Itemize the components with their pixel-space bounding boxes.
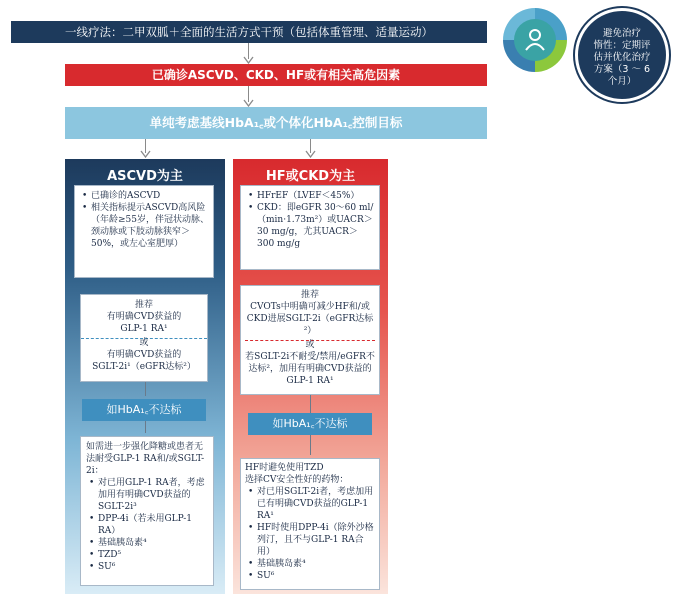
arrow-down-icon [140,150,151,158]
avoid-inertia-note [575,8,669,102]
intensify-intro: HF时避免使用TZD [245,463,324,473]
intensify-item: • HF时使用DPP-4i（除外沙格列汀，且不与GLP-1 RA合用） [257,522,375,558]
connector-line [145,382,146,396]
criteria-item: • 已确诊的ASCVD [91,190,209,202]
recommend-option: CVOTs中明确可减少HF和/或CKD进展SGLT-2i（eGFR达标²） [246,302,374,336]
intensify-item: • SU⁶ [257,570,375,582]
person-icon [514,19,556,61]
ascvd-if-fail-label: 如HbA₁꜀不达标 [82,399,206,421]
note-line: 估并优化治疗 [593,52,651,63]
note-line: 惰性：定期评 [593,40,651,51]
intensify-item: • TZD⁵ [98,549,208,561]
intensify-intro: 如需进一步强化降糖或患者无法耐受GLP-1 RA和/或SGLT-2i： [86,442,205,476]
note-line: 个月） [607,76,637,87]
connector-line [310,435,311,455]
intensify-item: • 基础胰岛素⁴ [257,558,375,570]
recommend-label: 推荐 [300,290,319,300]
arrow-down-icon [243,56,254,64]
or-label: 或 [139,338,149,348]
hf-ckd-recommend-box [240,285,380,395]
recommend-option: 若SGLT-2i不耐受/禁用/eGFR不达标²，加用有明确CVD获益的GLP-1 RA¹ [245,352,375,386]
confirmed-risk-bar: 已确诊ASCVD、CKD、HF或有相关高危因素 [65,64,487,86]
hf-ckd-intensify-box [240,458,380,590]
or-label: 或 [305,340,315,350]
person-badge [514,19,556,61]
hf-ckd-if-fail-label: 如HbA₁꜀不达标 [248,413,372,435]
hf-ckd-title: HF或CKD为主 [265,169,356,184]
connector-line [310,395,311,413]
recommend-option: 有明确CVD获益的 [106,312,182,322]
intensify-item: • DPP-4i（若未用GLP-1 RA） [98,513,208,537]
intensify-item: • SU⁶ [98,561,208,573]
criteria-item: • 相关指标提示ASCVD高风险（年龄≥55岁，伴冠状动脉、颈动脉或下肢动脉狭窄＞50%，或左心室肥厚） [91,202,209,250]
intensify-item: • 基础胰岛素⁴ [98,537,208,549]
arrow-down-icon [243,99,254,107]
note-line: 方案（3 ～ 6 [593,64,651,75]
criteria-item: • HFrEF（LVEF＜45%） [257,190,375,202]
recommend-option: 有明确CVD获益的 [106,350,182,360]
ascvd-criteria-box [74,185,214,278]
hf-ckd-criteria-box [240,185,380,270]
intensify-intro: 选择CV安全性好的药物： [245,475,349,485]
note-line: 避免治疗 [602,28,641,39]
ascvd-title: ASCVD为主 [107,169,183,184]
arrow-down-icon [305,150,316,158]
ascvd-recommend-box [80,294,208,382]
ascvd-intensify-box [80,436,214,586]
recommend-option: GLP-1 RA¹ [120,324,168,334]
baseline-hba1c-bar: 单纯考虑基线HbA₁꜀或个体化HbA₁꜀控制目标 [65,107,487,139]
first-line-therapy-bar: 一线疗法：二甲双胍＋全面的生活方式干预（包括体重管理、适量运动） [11,21,487,43]
recommend-option: SGLT-2i¹（eGFR达标²） [92,362,196,372]
intensify-item: • 对已用GLP-1 RA者，考虑加用有明确CVD获益的SGLT-2i³ [98,477,208,513]
criteria-item: • CKD：即eGFR 30～60 ml/（min·1.73m²）或UACR＞30 mg/g，尤其UACR＞300 mg/g [257,202,375,250]
intensify-item: • 对已用SGLT-2i者，考虑加用已有明确CVD获益的GLP-1 RA¹ [257,486,375,522]
recommend-label: 推荐 [134,300,153,310]
connector-line [145,421,146,433]
